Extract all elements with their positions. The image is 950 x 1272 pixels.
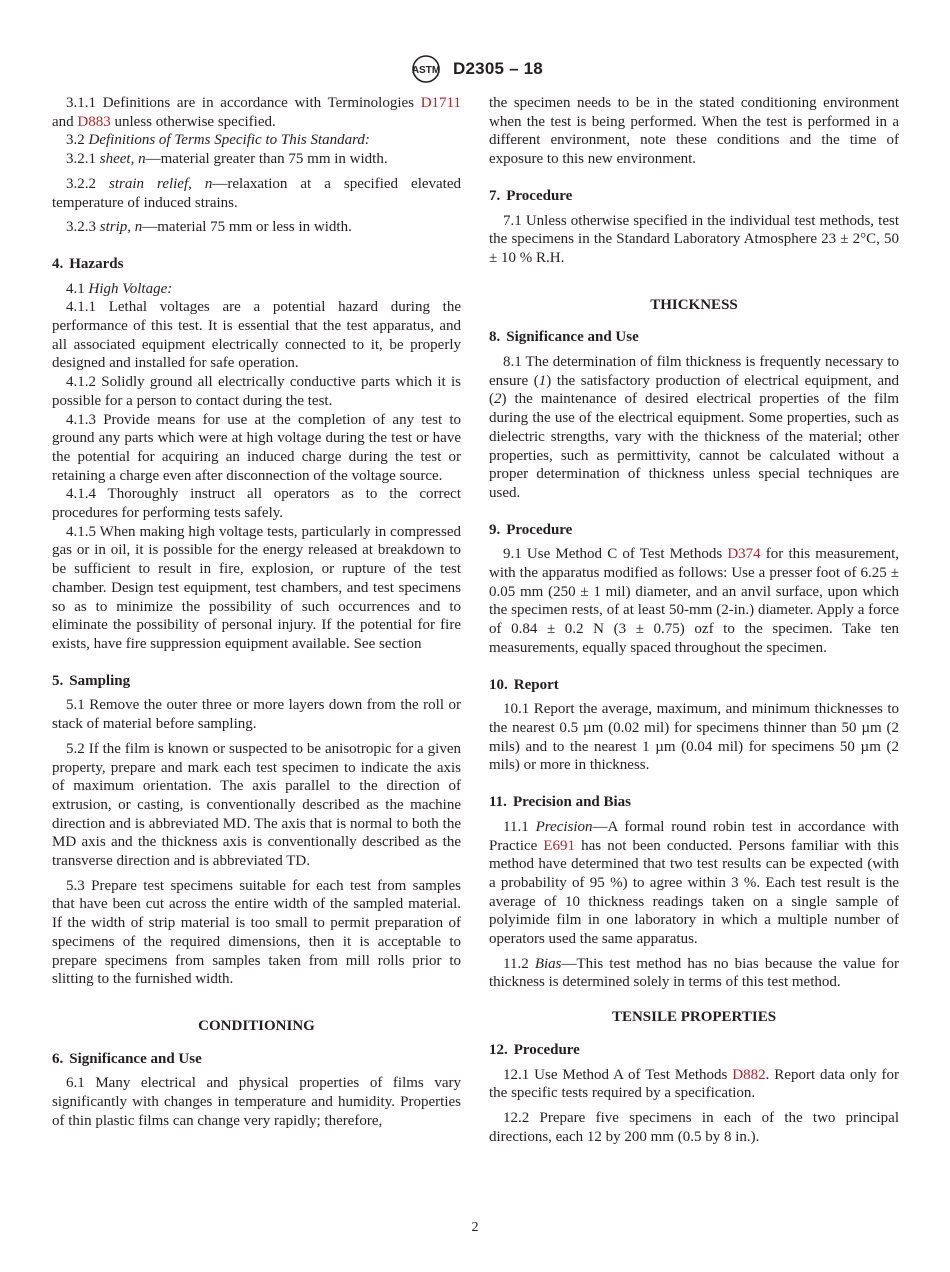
para-4-1-4: 4.1.4 Thoroughly instruct all operators as to the correct procedures for performing tests safely. xyxy=(52,486,461,522)
para-4-1-3: 4.1.3 Provide means for use at the completion of any test to ground any parts which were at high voltage during the test or have the potential for acquiring an induced charge during the test or retaining a charge even after disconnection of the voltage source. xyxy=(52,411,461,484)
para-11-1: 11.1 Precision—A formal round robin test in accordance with Practice E691 has not been conducted. Persons familiar with this method have determined that two test results can be expected (with a probability of 95 %) to agree within 3 %. Each test result is the average of 10 thickness readings taken on a single sample of polyimide film in one laboratory in which a multiple number of operators used the same apparatus. xyxy=(489,818,899,948)
para-6-1-continued: the specimen needs to be in the stated conditioning environment when the test is being performed. When the test is performed in a different environment, note these conditions and the time of exposure to this new environment. xyxy=(489,95,899,168)
para-3-2-3: 3.2.3 strip, n—material 75 mm or less in width. xyxy=(66,219,352,236)
para-3-2: 3.2 Definitions of Terms Specific to This Standard: xyxy=(66,132,370,149)
section-heading-8: 8. Significance and Use xyxy=(489,329,639,346)
para-6-1: 6.1 Many electrical and physical properties of films vary significantly with changes in temperature and humidity. Properties of thin plastic films can change very rapidly; therefore, xyxy=(52,1075,461,1129)
section-heading-5: 5. Sampling xyxy=(52,672,131,689)
link-d1711[interactable]: D1711 xyxy=(420,95,461,111)
para-3-2-1: 3.2.1 sheet, n—material greater than 75 mm in width. xyxy=(66,151,388,168)
left-column xyxy=(52,94,461,1130)
para-5-2: 5.2 If the film is known or suspected to be anisotropic for a given property, prepare and mark each test specimen to indicate the axis of maximum orientation. The axis parallel to the direction of extrusion, or casting, is conventionally described as the machine direction and is abbreviated MD. The axis that is normal to both the MD axis and the thickness axis is conventionally described as the transverse direction and is abbreviated TD. xyxy=(52,740,461,870)
para-12-2: 12.2 Prepare five specimens in each of the two principal directions, each 12 by 200 mm (0.5 by 8 in.). xyxy=(489,1109,899,1145)
link-e691[interactable]: E691 xyxy=(543,837,576,854)
para-4-1: 4.1 High Voltage: xyxy=(66,280,173,297)
para-4-1-2: 4.1.2 Solidly ground all electrically conductive parts which it is possible for a person to contact during the test. xyxy=(52,374,461,409)
astm-logo-icon xyxy=(407,54,445,84)
page-header xyxy=(0,54,950,84)
section-heading-11: 11. Precision and Bias xyxy=(489,794,632,811)
para-4-1-1: 4.1.1 Lethal voltages are a potential hazard during the performance of this test. It is essential that the test apparatus, and all associated equipment electrically connected to it, be properly designed and installed for safe operation. xyxy=(52,299,461,372)
para-5-1: 5.1 Remove the outer three or more layers down from the roll or stack of material before sampling. xyxy=(52,697,461,733)
section-heading-9: 9. Procedure xyxy=(489,521,573,538)
para-12-1: 12.1 Use Method A of Test Methods D882. Report data only for the specific tests required by a specification. xyxy=(489,1066,899,1102)
link-d883[interactable]: D883 xyxy=(77,113,111,130)
svg-text:ASTM: ASTM xyxy=(411,65,441,76)
major-heading-thickness: THICKNESS xyxy=(650,296,738,313)
link-d374[interactable]: D374 xyxy=(727,546,761,563)
right-column xyxy=(489,94,899,1146)
para-7-1: 7.1 Unless otherwise specified in the individual test methods, test the specimens in the Standard Laboratory Atmosphere 23 ± 2°C, 50 ± 10 % R.H. xyxy=(489,212,899,266)
para-5-3: 5.3 Prepare test specimens suitable for each test from samples that have been cut across the entire width of the sampled material. If the width of strip material is too small to permit preparation of specimens of the required dimensions, then it is acceptable to prepare specimens from samples taken from mill rolls prior to slitting to the furnished width. xyxy=(52,877,461,988)
section-heading-10: 10. Report xyxy=(489,676,559,693)
para-3-2-2: 3.2.2 strain relief, n—relaxation at a specified elevated temperature of induced strains. xyxy=(52,175,462,211)
para-8-1: 8.1 The determination of film thickness is frequently necessary to ensure (1) the satisfactory production of electrical equipment, and (2) the maintenance of desired electrical properties of the film during the use of the electrical equipment. Some properties, such as dielectric strengths, vary with the thickness of the material; other properties, such as permittivity, cannot be calculated without a proper determination of thickness unless special techniques are used. xyxy=(489,354,899,501)
para-4-1-5: 4.1.5 When making high voltage tests, particularly in compressed gas or in oil, it is possible for the energy released at breakdown to be sufficient to result in fire, explosion, or rupture of the test chamber. Design test equipment, test chambers, and test specimens so as to minimize the possibility of such occurrences and to eliminate the possibility of personal injury. If the potential for fire exists, have fire suppression equipment available. See section xyxy=(52,523,461,652)
section-heading-7: 7. Procedure xyxy=(489,187,573,204)
standard-designation: D2305 – 18 xyxy=(453,59,543,78)
link-d882[interactable]: D882 xyxy=(732,1066,766,1083)
page-number: 2 xyxy=(471,1220,479,1235)
major-heading-conditioning: CONDITIONING xyxy=(198,1017,315,1034)
section-heading-4: 4. Hazards xyxy=(52,255,124,272)
para-10-1: 10.1 Report the average, maximum, and minimum thicknesses to the nearest 0.5 µm (0.02 mil) for specimens thinner than 50 µm (2 mils) and to the nearest 1 µm (0.04 mil) for specimens 50 µm (2 mils) or more in thickness. xyxy=(489,701,899,774)
para-11-2: 11.2 Bias—This test method has no bias because the value for thickness is determined solely in terms of this test method. xyxy=(489,955,899,991)
para-9-1: 9.1 Use Method C of Test Methods D374 for this measurement, with the apparatus modified as follows: Use a presser foot of 6.25 ± 0.05 mm (250 ± 1 mil) diameter, and an anvil surface, upon which the specimen rests, of at least 50-mm (2-in.) diameter. Apply a force of 0.84 ± 0.2 N (3 ± 0.75) ozf to the specimen. Take ten measurements, equally spaced throughout the specimen. xyxy=(489,546,899,656)
section-heading-12: 12. Procedure xyxy=(489,1041,580,1058)
para-3-1-1: 3.1.1 Definitions are in accordance with Terminologies D1711 and D883 unless otherwise specified. xyxy=(52,95,461,130)
section-heading-6: 6. Significance and Use xyxy=(52,1050,202,1067)
major-heading-tensile-properties: TENSILE PROPERTIES xyxy=(611,1009,777,1026)
